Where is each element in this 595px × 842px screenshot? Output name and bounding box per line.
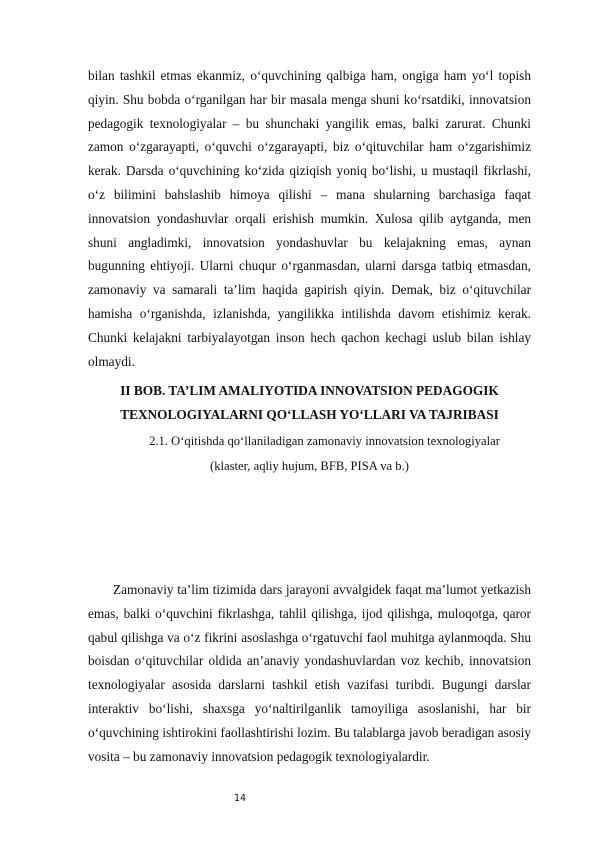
- body-paragraph-conclusion: bilan tashkil etmas ekanmiz, o‘quvchining qalbiga ham, ongiga ham yo‘l topish qiyin. Shu bobda o‘rganilgan har bir masala menga shuni ko‘rsatdiki, innovatsion pedagogik texnologiyalar – bu shunchaki yangilik emas, balki zarurat. Chunki zamon o‘zgarayapti, o‘quvchi o‘zgarayapti, biz o‘qituvchilar ham o‘zgarishimiz kerak. Darsda o‘quvchining ko‘zida qiziqish yoniq bo‘lishi, u mustaqil fikrlashi, o‘z bilimini bahslashib himoya qilishi – mana shularning barchasiga faqat innovatsion yondashuvlar orqali erishish mumkin. Xulosa qilib aytganda, men shuni angladimki, innovatsion yondashuvlar bu kelajakning emas, aynan bugunning ehtiyoji. Ularni chuqur o‘rganmasdan, ularni darsga tatbiq etmasdan, zamonaviy va samarali ta’lim haqida gapirish qiyin. Demak, biz o‘qituvchilar hamisha o‘rganishda, izlanishda, yangilikka intilishda davom etishimiz kerak. Chunki kelajakni tarbiyalayotgan inson hech qachon kechagi uslub bilan ishlay olmaydi.: [88, 68, 531, 369]
- section-heading-line-2: (klaster, aqliy hujum, BFB, PISA va b.): [210, 459, 409, 473]
- section-heading-line-1: 2.1. O‘qitishda qo‘llaniladigan zamonaviy innovatsion texnologiyalar: [149, 434, 500, 448]
- page-number: 14: [233, 793, 247, 804]
- chapter-heading-line-1: II BOB. TA’LIM AMALIYOTIDA INNOVATSION PEDAGOGIK: [120, 383, 499, 398]
- body-paragraph-intro: Zamonaviy ta’lim tizimida dars jarayoni avvalgidek faqat ma’lumot yetkazish emas, balki o‘quvchini fikrlashga, tahlil qilishga, ijod qilishga, muloqotga, qaror qabul qilishga va o‘z fikrini asoslashga o‘rgatuvchi faol muhitga aylanmoqda. Shu boisdan o‘qituvchilar oldida an’anaviy yondashuvlardan voz kechib, innovatsion texnologiyalar asosida darslarni tashkil etish vazifasi turibdi. Bugungi darslar interaktiv bo‘lishi, shaxsga yo‘naltirilganlik tamoyiliga asoslanishi, har bir o‘quvchining ishtirokini faollashtirishi lozim. Bu talablarga javob beradigan asosiy vosita – bu zamonaviy innovatsion pedagogik texnologiyalardir.: [88, 582, 531, 764]
- chapter-heading-line-2: TEXNOLOGIYALARNI QO‘LLASH YO‘LLARI VA TAJRIBASI: [120, 407, 499, 422]
